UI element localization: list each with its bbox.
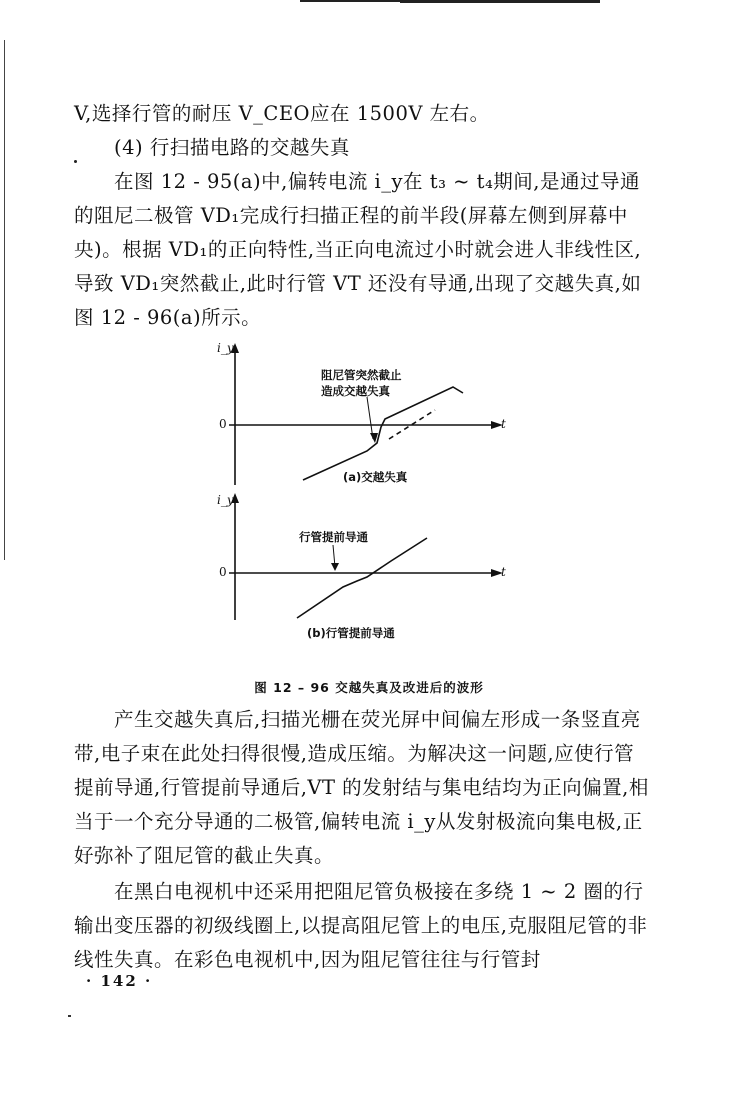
panel-b-subcaption: (b)行管提前导通 xyxy=(307,626,395,640)
panel-a-annotation-line2: 造成交越失真 xyxy=(321,384,390,398)
waveform-figure xyxy=(195,335,525,645)
panel-a-annotation-pointer xyxy=(367,397,373,439)
figure-caption: 图 12 – 96 交越失真及改进后的波形 xyxy=(254,680,484,695)
body-text-top xyxy=(74,97,650,335)
scan-speck xyxy=(68,1015,71,1017)
panel-b-origin-label: 0 xyxy=(219,565,227,579)
panel-a-waveform xyxy=(303,387,463,480)
panel-a-annotation-line1: 阻尼管突然截止 xyxy=(321,368,402,382)
panel-a-subcaption: (a)交越失真 xyxy=(343,470,408,484)
section-heading: (4) 行扫描电路的交越失真 xyxy=(114,136,350,159)
body-text-bottom xyxy=(74,703,650,977)
page-number: · 142 · xyxy=(86,972,153,990)
binding-margin-line xyxy=(4,40,5,560)
scan-edge-rule-thick xyxy=(400,0,600,3)
panel-b-waveform xyxy=(297,538,427,618)
panel-a-y-label: i_y xyxy=(217,341,234,355)
paragraph: 在图 12 - 95(a)中,偏转电流 i_y在 t₃ ~ t₄期间,是通过导通的阻尼二极管 VD₁完成行扫描正程的前半段(屏幕左侧到屏幕中央)。根据 VD₁的正向特性,当正向电流过小时就会进人非线性区,导致 VD₁突然截止,此时行管 VT 还没有导通,出现了交越失真,如图 12 - 96(a)所示。 xyxy=(74,170,642,329)
panel-b-pointer-arrow xyxy=(331,563,339,571)
paragraph: V,选择行管的耐压 V_CEO应在 1500V 左右。 xyxy=(74,102,490,125)
panel-b-y-label: i_y xyxy=(217,493,234,507)
panel-a-origin-label: 0 xyxy=(219,417,227,431)
paragraph: 在黑白电视机中还采用把阻尼管负极接在多绕 1 ~ 2 圈的行输出变压器的初级线圈上,以提高阻尼管上的电压,克服阻尼管的非线性失真。在彩色电视机中,因为阻尼管往往与行管封 xyxy=(74,880,648,971)
panel-b-annotation: 行管提前导通 xyxy=(299,530,368,544)
panel-b-x-label: t xyxy=(501,565,506,579)
paragraph: 产生交越失真后,扫描光栅在荧光屏中间偏左形成一条竖直亮带,电子束在此处扫得很慢,造成压缩。为解决这一问题,应使行管提前导通,行管提前导通后,VT 的发射结与集电结均为正向偏置,相当于一个充分导通的二极管,偏转电流 i_y从发射极流向集电极,正好弥补了阻尼管的截止失真。 xyxy=(74,708,649,867)
panel-a-x-label: t xyxy=(501,417,506,431)
